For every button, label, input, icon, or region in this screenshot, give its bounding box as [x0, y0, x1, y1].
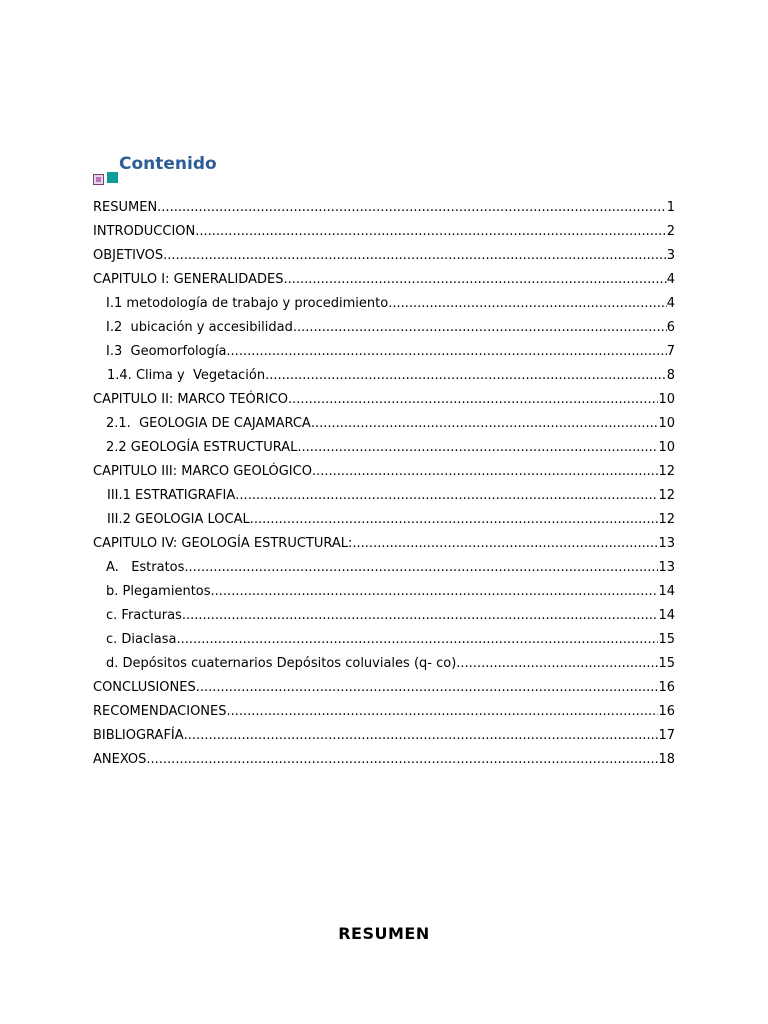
toc-leader-dots — [312, 460, 659, 484]
toc-entry[interactable] — [93, 268, 675, 292]
toc-leader-dots — [388, 292, 667, 316]
toc-entry-page-number: 15 — [658, 632, 675, 647]
toc-entry[interactable] — [93, 388, 675, 412]
toc-entry-label: c. Fracturas — [106, 608, 182, 623]
toc-entry-page-number: 18 — [658, 752, 675, 767]
toc-entry-page-number: 15 — [658, 656, 675, 671]
toc-entry-page-number: 12 — [658, 464, 675, 479]
toc-entry[interactable] — [93, 436, 675, 460]
toc-entry-label: III.2 GEOLOGIA LOCAL — [107, 512, 250, 527]
table-of-contents — [93, 196, 675, 772]
toc-entry-label: III.1 ESTRATIGRAFIA — [107, 488, 236, 503]
toc-leader-dots — [235, 484, 658, 508]
toc-entry[interactable] — [93, 556, 675, 580]
toc-entry-page-number: 12 — [658, 512, 675, 527]
toc-entry-page-number: 7 — [666, 344, 675, 359]
toc-entry[interactable] — [93, 532, 675, 556]
toc-entry-page-number: 14 — [658, 608, 675, 623]
toc-entry[interactable] — [93, 700, 675, 724]
toc-leader-dots — [196, 676, 659, 700]
toc-entry-page-number: 4 — [666, 296, 675, 311]
toc-leader-dots — [184, 556, 658, 580]
toc-entry[interactable] — [93, 652, 675, 676]
toc-leader-dots — [176, 628, 658, 652]
toc-entry-page-number: 2 — [666, 224, 675, 239]
toc-entry-label: CONCLUSIONES — [93, 680, 196, 695]
toc-leader-dots — [184, 724, 659, 748]
toc-entry-page-number: 8 — [666, 368, 675, 383]
toc-entry-page-number: 10 — [658, 416, 675, 431]
toc-entry-label: INTRODUCCION — [93, 224, 196, 239]
toc-entry-label: d. Depósitos cuaternarios Depósitos coluviales (q- co) — [106, 656, 457, 671]
toc-entry-page-number: 3 — [666, 248, 675, 263]
toc-leader-dots — [265, 364, 667, 388]
toc-entry-page-number: 17 — [658, 728, 675, 743]
toc-entry[interactable] — [93, 508, 675, 532]
toc-entry-label: CAPITULO I: GENERALIDADES — [93, 272, 284, 287]
toc-leader-dots — [227, 700, 659, 724]
toc-leader-dots — [311, 412, 659, 436]
toc-entry-page-number: 10 — [658, 392, 675, 407]
toc-entry-label: I.2 ubicación y accesibilidad — [106, 320, 293, 335]
toc-leader-dots — [182, 604, 659, 628]
toc-entry-label: RESUMEN — [93, 200, 158, 215]
toc-leader-dots — [283, 268, 666, 292]
toc-leader-dots — [297, 436, 658, 460]
section-heading: RESUMEN — [338, 924, 430, 943]
toc-entry[interactable] — [93, 604, 675, 628]
toc-entry-page-number: 14 — [658, 584, 675, 599]
toc-entry[interactable] — [93, 484, 675, 508]
toc-leader-dots — [288, 388, 659, 412]
toc-entry-page-number: 10 — [658, 440, 675, 455]
toc-placeholder-icon — [93, 172, 119, 186]
toc-entry-page-number: 4 — [666, 272, 675, 287]
toc-entry[interactable] — [93, 292, 675, 316]
toc-entry[interactable] — [93, 676, 675, 700]
toc-leader-dots — [146, 748, 658, 772]
toc-entry-page-number: 12 — [658, 488, 675, 503]
toc-entry-page-number: 13 — [658, 536, 675, 551]
toc-entry-label: c. Diaclasa — [106, 632, 177, 647]
toc-leader-dots — [195, 220, 666, 244]
toc-entry-label: b. Plegamientos — [106, 584, 211, 599]
toc-leader-dots — [157, 196, 667, 220]
toc-leader-dots — [352, 532, 658, 556]
toc-entry[interactable] — [93, 220, 675, 244]
toc-entry[interactable] — [93, 628, 675, 652]
toc-entry[interactable] — [93, 748, 675, 772]
toc-entry[interactable] — [93, 724, 675, 748]
toc-entry-label: A. Estratos — [106, 560, 185, 575]
toc-entry-label: CAPITULO III: MARCO GEOLÓGICO — [93, 464, 312, 479]
toc-entry[interactable] — [93, 580, 675, 604]
toc-entry[interactable] — [93, 244, 675, 268]
toc-leader-dots — [293, 316, 667, 340]
toc-entry[interactable] — [93, 196, 675, 220]
toc-entry-page-number: 13 — [658, 560, 675, 575]
toc-entry[interactable] — [93, 340, 675, 364]
toc-leader-dots — [250, 508, 659, 532]
toc-entry-label: I.1 metodología de trabajo y procedimiento — [106, 296, 389, 311]
toc-entry[interactable] — [93, 364, 675, 388]
toc-entry-label: CAPITULO IV: GEOLOGÍA ESTRUCTURAL: — [93, 536, 353, 551]
toc-entry-label: BIBLIOGRAFÍA — [93, 728, 184, 743]
toc-leader-dots — [163, 244, 667, 268]
toc-entry-label: I.3 Geomorfología — [106, 344, 227, 359]
toc-entry[interactable] — [93, 316, 675, 340]
toc-entry-label: 1.4. Clima y Vegetación — [107, 368, 266, 383]
toc-leader-dots — [456, 652, 658, 676]
toc-entry-page-number: 16 — [658, 680, 675, 695]
toc-entry[interactable] — [93, 460, 675, 484]
toc-entry-page-number: 1 — [666, 200, 675, 215]
toc-entry-label: CAPITULO II: MARCO TEÓRICO — [93, 392, 288, 407]
toc-title: Contenido — [119, 154, 217, 174]
toc-entry-label: OBJETIVOS — [93, 248, 164, 263]
toc-leader-dots — [211, 580, 659, 604]
toc-entry-label: ANEXOS — [93, 752, 147, 767]
toc-entry-page-number: 16 — [658, 704, 675, 719]
toc-entry-label: 2.1. GEOLOGIA DE CAJAMARCA — [106, 416, 311, 431]
toc-header — [93, 152, 393, 188]
toc-leader-dots — [226, 340, 666, 364]
toc-entry-page-number: 6 — [666, 320, 675, 335]
toc-entry-label: 2.2 GEOLOGÍA ESTRUCTURAL — [106, 440, 298, 455]
toc-entry[interactable] — [93, 412, 675, 436]
toc-entry-label: RECOMENDACIONES — [93, 704, 227, 719]
